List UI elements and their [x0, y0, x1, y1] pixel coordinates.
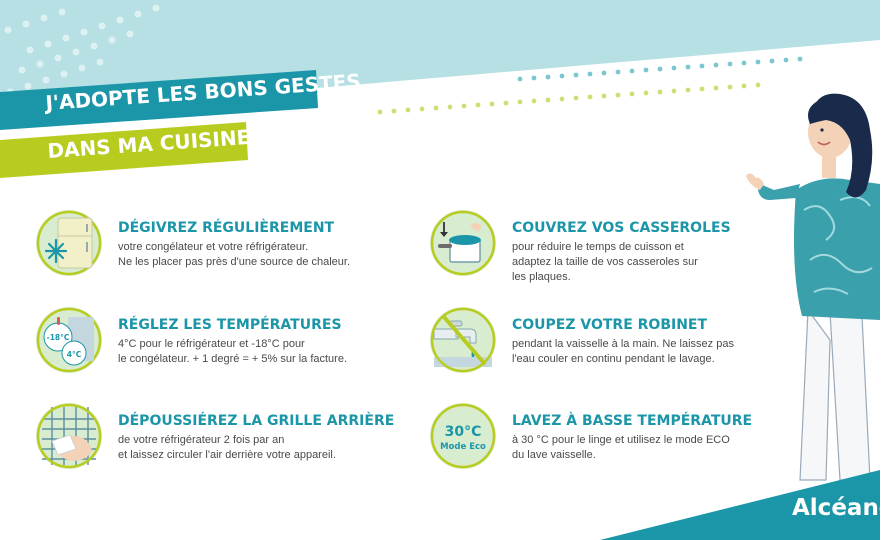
tip-description: pour réduire le temps de cuisson et adaptez la taille de vos casseroles sur les plaques. — [512, 241, 698, 283]
tip-title: COUVREZ VOS CASSEROLES — [512, 220, 731, 236]
tip-title: RÉGLEZ LES TEMPÉRATURES — [118, 317, 342, 333]
tip-title: DÉPOUSSIÉREZ LA GRILLE ARRIÈRE — [118, 413, 395, 429]
tip-description: à 30 °C pour le linge et utilisez le mode ECO du lave vaisselle. — [512, 434, 730, 461]
eco-temp-label: 30°C — [444, 424, 482, 440]
tip-description: 4°C pour le réfrigérateur et -18°C pour le congélateur. + 1 degré = + 5% sur la facture. — [118, 338, 348, 365]
tip-description: pendant la vaisselle à la main. Ne laissez pas l'eau couler en continu pendant le lavage. — [512, 338, 734, 365]
tip-description: votre congélateur et votre réfrigérateur. Ne les placer pas près d'une source de chaleur. — [118, 241, 351, 268]
banner-title-line2: DANS MA CUISINE — [46, 124, 251, 163]
tip-description: de votre réfrigérateur 2 fois par an et laissez circuler l'air derrière votre appareil. — [118, 434, 336, 461]
tip-title: LAVEZ À BASSE TEMPÉRATURE — [512, 413, 753, 429]
banner-title-line1: J'ADOPTE LES BONS GESTES — [44, 69, 362, 115]
brand-logo: Alcéanc — [792, 495, 892, 521]
tip-title: DÉGIVREZ RÉGULIÈREMENT — [118, 220, 335, 236]
tip-title: COUPEZ VOTRE ROBINET — [512, 317, 708, 333]
fridge-temp-label: 4°C — [66, 350, 82, 359]
freezer-temp-label: -18°C — [46, 333, 70, 342]
eco-mode-label: Mode Eco — [440, 442, 486, 452]
